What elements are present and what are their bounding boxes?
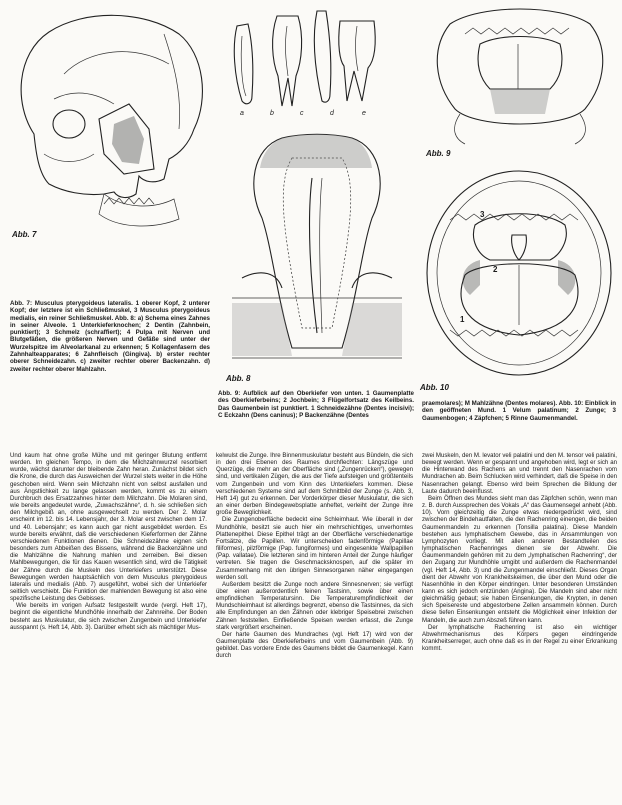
skull-illustration (4, 4, 214, 244)
caption-abb7-abb8: Abb. 7: Musculus pterygoideus lateralis. 1 oberer Kopf, 2 unterer Kopf; der letztere ist ein Schließmuskel, 3 Musculus pterygoideus medialis, ein reiner Schließmuskel. Abb. 8: a) Schema eines Zahnes in seiner Alveole. 1 Unterkieferknochen; 2 Dentin (Zahnbein, punktiert); 3 Schmelz (schraffiert); 4 Pulpa mit Nerven und Blutgefäßen, die größeren Nerven und Gefäße sind unter der Wurzelspitze im Alveolarkanal zu erkennen; 5 Kollagenfasern des Zahnhalteapparates; 6 Zahnfleisch (Gingiva). b) erster rechter oberer Schneidezahn. c) zweiter rechter oberer Backenzahn. d) zweiter rechter oberer Mahlzahn. (10, 300, 210, 373)
fig10-number-2: 2 (493, 265, 498, 274)
tooth-letter-d: d (330, 110, 334, 117)
tooth-letter-b: b (270, 110, 274, 117)
tooth-section-illustration (222, 128, 412, 378)
paragraph: Die Zungenoberfläche bedeckt eine Schleimhaut. Wie überall in der Mundhöhle, besitzt sie auch hier ein mehrschichtiges, unverhorntes Plattenepithel. Diese Epithel trägt an der Oberfläche verschiedenartige Fortsätze, die Papillen. Wir unterscheiden fadenförmige (Papillae filiformes), pilzförmige (Pap. fungiformes) und eingesenkte Wallpapillen (Pap. vallatae). Die letzteren sind im hinteren Anteil der Zunge häufiger vertreten. Sie tragen die Geschmacksknospen, auf die später im Zusammenhang mit den übrigen Sinnesorganen näher eingegangen werden soll. (216, 516, 413, 581)
paragraph: Der lymphatische Rachenring ist also ein wichtiger Abwehrmechanismus des Körpers gegen eindringende Krankheitserreger, auch ohne daß es in der Regel zu einer Erkrankung kommt. (422, 623, 617, 653)
palate-illustration (420, 4, 618, 149)
figure-9 (420, 4, 618, 162)
figure-8-label: Abb. 8 (226, 374, 251, 383)
paragraph: Außerdem besitzt die Zunge noch andere Sinnesnerven; sie verfügt über einen außerordentlich feinen Tastsinn, sowie über einen empfindlichen Temperatursinn. Die Temperaturempfindlichkeit der Mundschleimhaut ist allerdings begrenzt, ebenso die Tastsinnes, da sich alle Empfindungen an den Zähnen oder klebriger Speisebrei zwischen Zähnen feststellen. Einfließende Speisen werden erfasst, die Zunge stark vergrößert erscheinen. (216, 580, 413, 631)
fig10-number-1: 1 (460, 315, 465, 324)
teeth-illustrations (222, 6, 382, 126)
tooth-letter-e: e (362, 110, 366, 117)
figure-9-label: Abb. 9 (426, 149, 451, 158)
paragraph: kelwulst die Zunge. Ihre Binnenmuskulatur besteht aus Bündeln, die sich in den drei Ebenen des Raumes durchflechten: Längszüge und Querzüge, die mehr an der Oberfläche sind („Zungenrücken“), gewegen sind, und vertikalen Zügen, die aus der Tiefe aufsteigen und größtenteils vom Zungenbein und vom Kinn des Unterkiefers kommen. Diese verschiedenen Systeme sind auf dem Schnittbild der Zunge (s. Abb. 3, Heft 14) gut zu erkennen. Der Vorderkörper dieser Muskulatur, die sich an einer derben Bindegewebsplatte anheftet, verleiht der Zunge ihre große Beweglichkeit. (216, 452, 413, 517)
paragraph: Wie bereits im vorigen Aufsatz festgestellt wurde (vergl. Heft 17), beginnt die eigentliche Mundhöhle innerhalb der Zahnreihe. Der Boden besteht aus Muskulatur, die sich zwischen Zungenbein und Unterkiefer ausspannt (s. Heft 14, Abb. 3). Darüber erhebt sich als mächtiger Mus- (10, 602, 207, 631)
figure-10-label: Abb. 10 (420, 383, 449, 392)
tooth-letter-c: c (300, 110, 304, 117)
fig10-number-3: 3 (480, 210, 485, 219)
figure-7-label: Abb. 7 (12, 230, 37, 239)
open-mouth-illustration (420, 165, 618, 380)
paragraph: Der harte Gaumen des Mundraches (vgl. Heft 17) wird von der Gaumenplatte des Oberkieferbeins und vom Gaumenbein (Abb. 9) gebildet. Das vordere Ende des Gaumens bildet die Gaumenkegel. Kann durch (216, 630, 413, 660)
paragraph: Beim Öffnen des Mundes sieht man das Zäpfchen schön, wenn man z. B. durch Aussprechen des Vokals „A“ das Gaumensegel anhebt (Abb. 10). Vorn gleichzeitig die Zunge etwas niedergedrückt wird, sind zwischen der Bindehautfalten, die den Rachenring einengen, die beiden Gaumenmandeln zu erkennen (Tonsilla palatina). Diese Mandeln bestehen aus lymphatischem Gewebe, das in Ansammlungen von Lymphozyten vorliegt. Mit allen anderen Bestandteilen des lymphatischen Rachenringes dienen sie der Abwehr. Die Gaumenmandeln gehören mit zu dem „lymphatischen Rachenring“, der den Zugang zur Mundhöhle umgibt und außerdem die Rachenmandel (vgl. Heft 14, Abb. 3) und die Zungenmandel einschließt. Dieses Organ dient der Abwehr von Krankheitskeimen, die über den Mund oder die Nasenhöhle in den Körper eindringen. Unter besonderen Umständen kann es sich jedoch entzünden (Angina). Die Mandeln sind aber nicht gleichmäßig gebaut; sie haben Einsenkungen, die Krypten, in denen sich Speisereste und abgestorbene Zellen ansammeln können. Durch diese tiefen Einsenkungen entsteht die Möglichkeit einer Infektion der Mandeln, die auch zum Abszeß führen kann. (422, 494, 617, 624)
caption-abb10: praemolares); M Mahlzähne (Dentes molares). Abb. 10: Einblick in den geöffneten Mund. 1 Velum palatinum; 2 Zunge; 3 Gaumenbogen; 4 Zäpfchen; 5 Rinne Gaumenmandel. (422, 400, 616, 422)
figure-7 (4, 4, 214, 244)
figure-10 (420, 165, 618, 397)
caption-abb9: Abb. 9: Aufblick auf den Oberkiefer von unten. 1 Gaumenplatte des Oberkieferbeins; 2 Jochbein; 3 Flügelfortsatz des Keilbeins. Das Gaumenbein ist punktiert. 1 Schneidezähne (Dentes incisivi); C Eckzahn (Dens caninus); P Backenzähne (Dentes (218, 390, 414, 419)
tooth-letter-a: a (240, 110, 244, 117)
text-column-left (10, 452, 207, 802)
figure-8 (222, 128, 412, 386)
text-column-right (422, 452, 617, 802)
paragraph: Und kaum hat ohne große Mühe und mit geringer Blutung entfernt werden. Im gleichen Tempo, in dem die Milchzahnwurzel resorbiert wurde, wächst darunter der bleibende Zahn heran. Zunächst bildet sich die Krone, die durch das Ausweichen der Wurzel stets weiter in die Höhe geschoben wird. Wenn sein Milchzahn nicht von selbst ausfallen und aus Ängstlichkeit zu lange gelassen werden, kommt es zu einem Durchbruch des Ersatzzahnes hinter dem Milchzahn. Die Molaren sind, wie bereits angedeutet wurde, „Zuwachszähne“, d. h. sie schließen sich den Milchgebiß an, ohne ausgewechselt zu werden. Der 2. Molar erscheint im 12. bis 14. Lebensjahr, der 3. Molar erst zwischen dem 17. und 40. Lebensjahr; es kann auch gar nicht ausgebildet werden. Es wurde bereits erwähnt, daß die verschiedenen Kieferformen der Zähne verschiedenen Funktionen dienen. Die Schneidezähne eignen sich besonders zum Abbeißen des Bissens, während die Backenzähne und die Mahlzähne die Nahrung mahlen und zerreiben. Bei diesen Mahlbewegungen, die für das Kauen wesentlich sind, wird die Tätigkeit der Zähne durch die Muskeln des Unterkiefers unterstützt. Diese Bewegungen werden hauptsächlich von dem Musculus pterygoideus lateralis und medialis (Abb. 7) ausgeführt, wobei sich der Unterkiefer seitlich verschiebt. Die Funktion der mahlenden Bewegung ist also eine spezifische Leistung des Gebisses. (10, 452, 207, 603)
paragraph: zwei Muskeln, den M. levator veli palatini und den M. tensor veli palatini, bewegt werden. Wenn er gespannt und angehoben wird, legt er sich an die Hinterwand des Rachens an und trennt den Nasenrachen vom Mundrachen ab. Beim Schlucken wird verhindert, daß die Speise in den Nasenrachen gelangt. Ebenso wird beim Sprechen die Bildung der Laute dadurch beeinflusst. (422, 452, 617, 495)
figure-8-teeth-row (222, 6, 382, 126)
text-column-middle (216, 452, 413, 802)
